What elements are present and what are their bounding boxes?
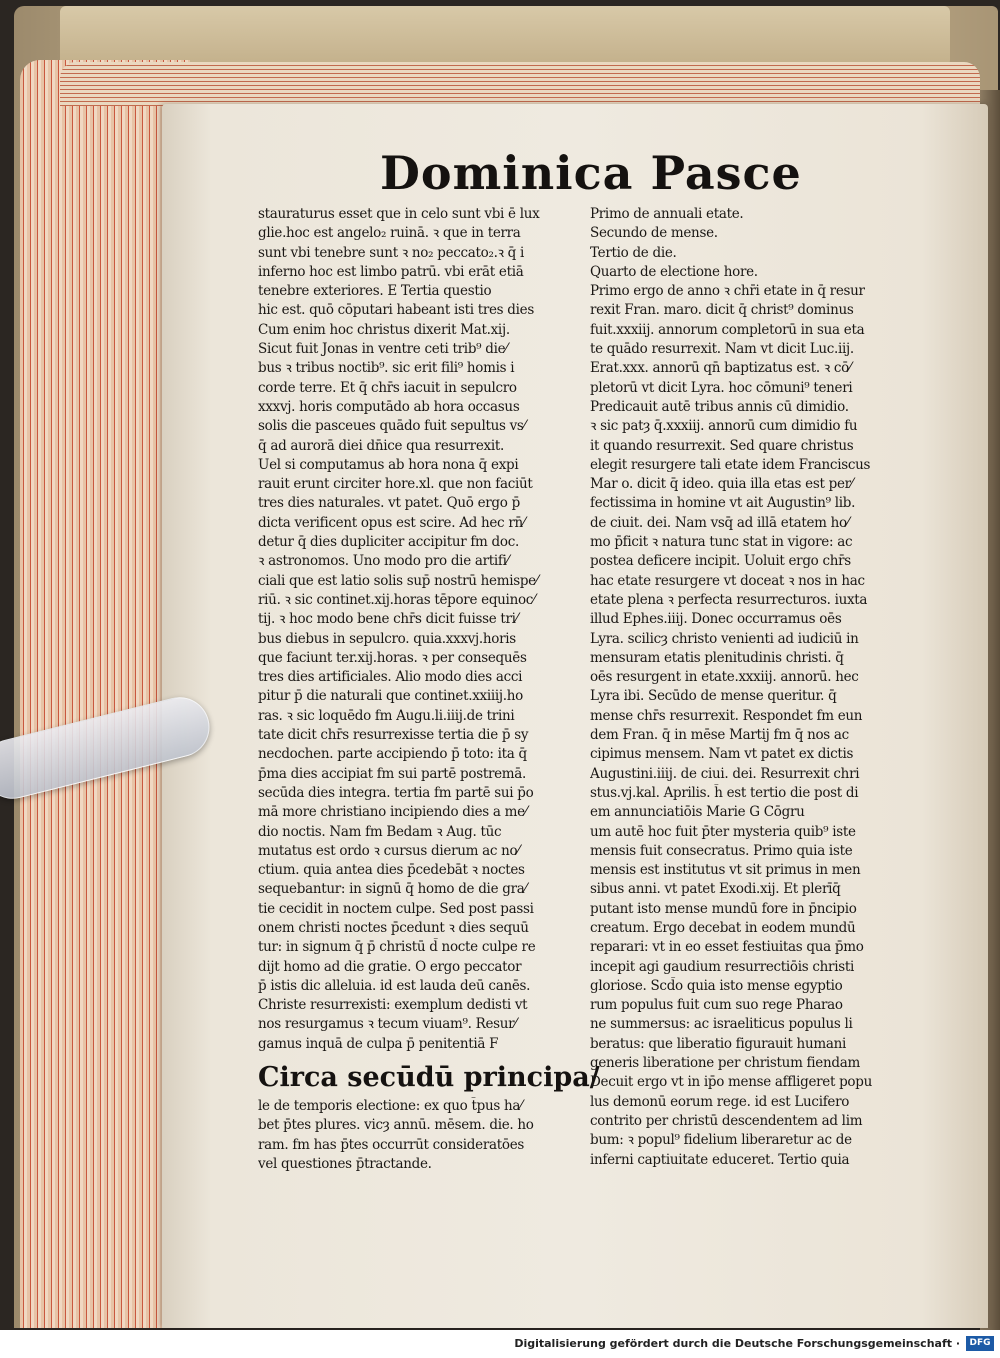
text-line: mensis fuit consecratus. Primo quia iste <box>590 842 853 859</box>
text-line: ctium. quia antea dies p̄cedebāt ꝛ noctes <box>258 862 525 879</box>
text-line: postea deficere incipit. Uoluit ergo chr̄s <box>590 553 851 570</box>
text-line: elegit resurgere tali etate idem Franciscus <box>590 456 871 473</box>
text-line: bus ꝛ tribus noctib⁹. sic erit fili⁹ homis i <box>258 360 515 377</box>
text-line: gamus inquā de culpa p̄ penitentiā F <box>258 1035 499 1052</box>
left-text-column-continued <box>258 1097 580 1174</box>
text-line: Lyra ibi. Secūdo de mense queritur. q̄ <box>590 688 837 705</box>
text-line: p̄ istis dic alleluia. id est lauda deū canēs. <box>258 977 531 994</box>
text-line: Cum enim hoc christus dixerit Mat.xij. <box>258 321 510 338</box>
text-line: Quarto de electione hore. <box>590 263 758 280</box>
text-line: bet p̄tes plures. vicȝ annū. mēsem. die. ho <box>258 1117 534 1134</box>
text-line: glie.hoc est angelo₂ ruinā. ꝛ que in terra <box>258 225 521 242</box>
text-line: Erat.xxx. annorū qn̄ baptizatus est. ꝛ cō⁄ <box>590 360 851 377</box>
text-line: em annunciatiōis Marie G Cōgru <box>590 804 805 821</box>
text-line: ꝛ sic patȝ q̄.xxxiij. annorū cum dimidio fu <box>590 418 858 435</box>
text-line: fuit.xxxiij. annorum completorū in sua eta <box>590 321 865 338</box>
text-line: detur q̄ dies dupliciter accipitur fm doc. <box>258 534 519 551</box>
text-line: rexit Fran. maro. dicit q̄ christ⁹ dominus <box>590 302 854 319</box>
text-line: le de temporis electione: ex quo t̄pus ha⁄ <box>258 1098 523 1114</box>
text-line: Mar o. dicit q̄ ideo. quia illa etas est per⁄ <box>590 476 853 493</box>
text-line: reparari: vt in eo esset festiuitas qua p̄mo <box>590 939 864 956</box>
text-line: cipimus mensem. Nam vt patet ex dictis <box>590 746 854 763</box>
text-line: rauit erunt circiter hore.xl. que non faciūt <box>258 476 533 493</box>
funding-notice: Digitalisierung gefördert durch die Deutsche Forschungsgemeinschaft · <box>514 1337 960 1350</box>
text-line: Tertio de die. <box>590 244 677 261</box>
text-line: inferno hoc est limbo patrū. vbi erāt etiā <box>258 263 524 280</box>
page-title: Dominica Pasce <box>380 146 802 200</box>
text-line: stauraturus esset que in celo sunt vbi ē lux <box>258 206 540 222</box>
text-line: mo p̄ficit ꝛ natura tunc stat in vigore: ac <box>590 534 853 551</box>
text-line: Predicauit autē tribus annis cū dimidio. <box>590 398 849 415</box>
right-text-column <box>590 205 920 1170</box>
text-line: que faciunt ter.xij.horas. ꝛ per consequēs <box>258 649 527 666</box>
text-line: Primo de annuali etate. <box>590 206 744 222</box>
text-line: rum populus fuit cum suo rege Pharao <box>590 997 843 1014</box>
text-line: Christe resurrexisti: exemplum dedisti vt <box>258 997 528 1014</box>
text-line: riū. ꝛ sic continet.xij.horas tēpore equinoc⁄ <box>258 591 536 608</box>
text-line: tur: in signum q̄ p̄ christū d̄ nocte culpe re <box>258 939 536 956</box>
text-line: Secundo de mense. <box>590 225 718 242</box>
text-line: bus diebus in sepulcro. quia.xxxvj.horis <box>258 630 516 647</box>
text-line: Lyra. scilicȝ christo venienti ad iudiciū in <box>590 630 859 647</box>
text-line: dem Fran. q̄ in mēse Martij fm q̄ nos ac <box>590 727 849 744</box>
text-line: ras. ꝛ sic loquēdo fm Augu.li.iiij.de trini <box>258 707 515 724</box>
text-line: tate dicit chr̄s resurrexisse tertia die p̄ sy <box>258 727 529 744</box>
text-line: creatum. Ergo decebat in eodem mundū <box>590 919 856 936</box>
text-line: oēs resurgent in etate.xxxiij. annorū. hec <box>590 669 859 686</box>
text-line: contrito per christū descendentem ad lim <box>590 1112 863 1129</box>
text-line: lus demonū eorum rege. id est Lucifero <box>590 1093 850 1110</box>
text-line: vel questiones p̄tractande. <box>258 1155 432 1172</box>
section-heading: Circa secūdū principa/ <box>258 1062 600 1093</box>
text-line: it quando resurrexit. Sed quare christus <box>590 437 854 454</box>
text-line: necdochen. parte accipiendo p̄ toto: ita q̄ <box>258 746 527 763</box>
text-line: secūda dies integra. tertia fm partē sui p̄o <box>258 784 534 801</box>
text-line: te quādo resurrexit. Nam vt dicit Luc.iij. <box>590 341 854 358</box>
text-line: xxxvj. horis computādo ab hora occasus <box>258 398 520 415</box>
text-line: Sicut fuit Jonas in ventre ceti trib⁹ die⁄ <box>258 341 508 358</box>
text-line: nos resurgamus ꝛ tecum viuam⁹. Resur⁄ <box>258 1016 517 1033</box>
dfg-logo-icon: DFG <box>966 1336 994 1351</box>
text-line: Augustini.iiij. de ciui. dei. Resurrexit chri <box>590 765 860 782</box>
text-line: p̄ma dies accipiat fm sui partē postremā. <box>258 765 527 782</box>
text-line: etate plena ꝛ perfecta resurrecturos. iuxta <box>590 591 868 608</box>
text-line: mense chr̄s resurrexit. Respondet fm eun <box>590 707 863 724</box>
text-line: gloriose. Scd̄o quia isto mense egyptio <box>590 977 843 994</box>
text-line: dicta verificent opus est scire. Ad hec rn̄⁄ <box>258 514 525 531</box>
text-line: ne summersus: ac israeliticus populus li <box>590 1016 853 1033</box>
text-line: bum: ꝛ popul⁹ fidelium liberaretur ac de <box>590 1132 852 1149</box>
text-line: tenebre exteriores. E Tertia questio <box>258 283 492 300</box>
text-line: pitur p̄ die naturali que continet.xxiiij.ho <box>258 688 524 705</box>
text-line: inferni captiuitate educeret. Tertio quia <box>590 1151 850 1168</box>
text-line: corde terre. Et q̄ chr̄s iacuit in sepulcro <box>258 379 517 396</box>
text-line: tie cecidit in noctem culpe. Sed post passi <box>258 900 534 917</box>
page-top-edge <box>60 62 980 106</box>
text-line: generis liberatione per christum fiendam <box>590 1055 860 1072</box>
text-line: putant isto mense mundū fore in p̄ncipio <box>590 900 857 917</box>
text-line: stus.vj.kal. Aprilis. h̄ est tertio die post di <box>590 784 859 801</box>
text-line: incepit agi gaudium resurrectiōis christi <box>590 958 854 975</box>
text-line: um autē hoc fuit p̄ter mysteria quib⁹ iste <box>590 823 856 840</box>
book-cover-top <box>60 6 950 66</box>
text-line: sunt vbi tenebre sunt ꝛ no₂ peccato₂.ꝛ q̄ i <box>258 244 525 261</box>
left-text-column <box>258 205 580 1054</box>
text-line: hac etate resurgere vt doceat ꝛ nos in hac <box>590 572 865 589</box>
text-line: mensis est institutus vt sit primus in men <box>590 862 861 879</box>
text-line: ciali que est latio solis sup̄ nostrū hemispe⁄ <box>258 572 538 589</box>
text-line: illud Ephes.iiij. Donec occurramus oēs <box>590 611 842 628</box>
text-line: tij. ꝛ hoc modo bene chr̄s dicit fuisse tri⁄ <box>258 611 518 628</box>
text-line: q̄ ad aurorā diei dn̄ice qua resurrexit. <box>258 437 504 454</box>
text-line: onem christi noctes p̄cedunt ꝛ dies sequū <box>258 919 529 936</box>
text-line: Primo ergo de anno ꝛ chr̄i etate in q̄ resur <box>590 283 865 300</box>
text-line: mā more christiano incipiendo dies a me⁄ <box>258 804 527 821</box>
text-line: Decuit ergo vt in ip̄o mense affligeret popu <box>590 1074 872 1091</box>
text-line: fectissima in homine vt ait Augustin⁹ lib. <box>590 495 856 512</box>
text-line: sibus anni. vt patet Exodi.xij. Et plerīq̄ <box>590 881 841 898</box>
text-line: hic est. quō cōputari habeant isti tres dies <box>258 302 534 319</box>
text-line: tres dies naturales. vt patet. Quō ergo p̄ <box>258 495 520 512</box>
text-line: de ciuit. dei. Nam vsq̄ ad illā etatem ho⁄ <box>590 514 849 531</box>
footer-bar <box>0 1330 1000 1358</box>
text-line: Uel si computamus ab hora nona q̄ expi <box>258 456 519 473</box>
text-line: dijt homo ad die gratie. O ergo peccator <box>258 958 522 975</box>
text-line: mutatus est ordo ꝛ cursus dierum ac no⁄ <box>258 842 520 859</box>
text-line: sequebantur: in signū q̄ homo de die gra⁄ <box>258 881 527 898</box>
text-line: dio noctis. Nam fm Bedam ꝛ Aug. tūc <box>258 823 502 840</box>
text-line: mensuram etatis plenitudinis christi. q̄ <box>590 649 844 666</box>
text-line: pletorū vt dicit Lyra. hoc cōmuni⁹ teneri <box>590 379 853 396</box>
text-line: beratus: que liberatio figurauit humani <box>590 1035 846 1052</box>
text-line: tres dies artificiales. Alio modo dies acci <box>258 669 523 686</box>
text-line: ram. fm has p̄tes occurrūt consideratōes <box>258 1136 525 1153</box>
text-line: solis die pasceues quādo fuit sepultus vs⁄ <box>258 418 526 435</box>
text-line: ꝛ astronomos. Uno modo pro die artifi⁄ <box>258 553 509 570</box>
